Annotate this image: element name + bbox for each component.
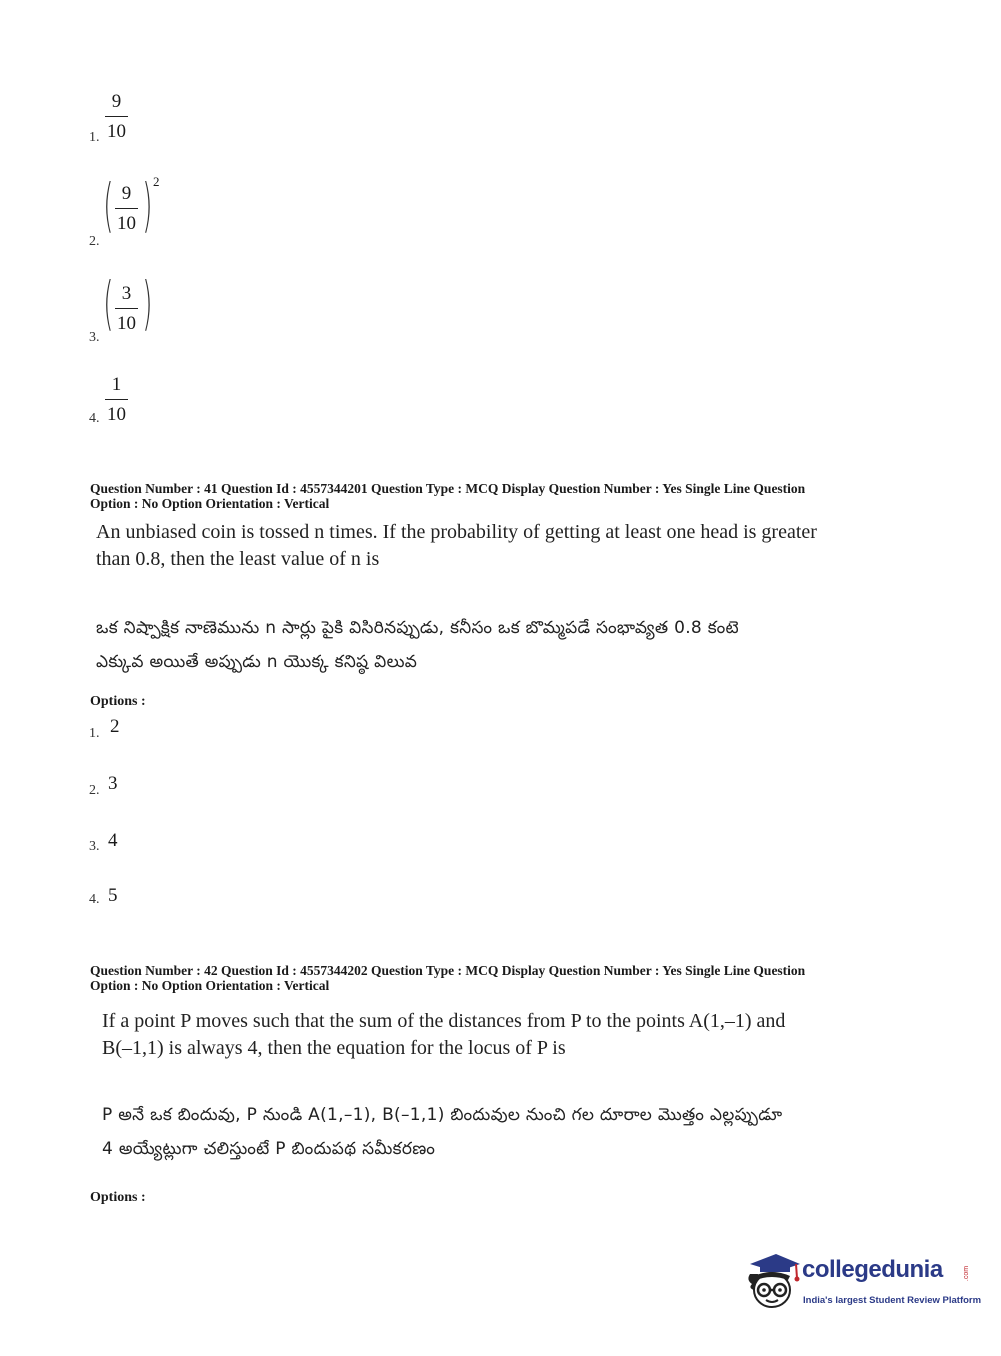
left-paren: ( — [103, 269, 114, 337]
mascot-icon — [742, 1250, 800, 1312]
option-number: 2. — [89, 783, 100, 798]
question-text-telugu — [102, 1098, 782, 1166]
denominator: 10 — [105, 399, 128, 424]
option-value: 4 — [108, 830, 118, 851]
fraction — [105, 92, 128, 141]
meta-line-1: Question Number : 41 Question Id : 4557344201 Question Type : MCQ Display Question Number : Yes Single Line Question — [90, 481, 806, 496]
question-text-english — [96, 519, 817, 573]
exponent: 2 — [153, 174, 160, 189]
fraction — [105, 375, 128, 424]
meta-line-1: Question Number : 42 Question Id : 4557344202 Question Type : MCQ Display Question Number : Yes Single Line Question — [90, 963, 806, 978]
option-number: 3. — [89, 839, 100, 854]
right-paren: ) — [142, 171, 153, 239]
numerator: 9 — [111, 91, 122, 112]
option-number: 1. — [89, 130, 100, 145]
fraction — [115, 284, 138, 333]
option-number: 4. — [89, 892, 100, 907]
numerator: 1 — [111, 374, 122, 395]
english-line-2: B(–1,1) is always 4, then the equation for the locus of P is — [102, 1037, 566, 1059]
question-text-english — [102, 1008, 785, 1062]
option-number: 3. — [89, 330, 100, 345]
options-label: Options : — [90, 694, 146, 709]
option-value: 3 — [108, 773, 118, 794]
meta-line-2: Option : No Option Orientation : Vertical — [90, 978, 330, 993]
english-line-1: If a point P moves such that the sum of the distances from P to the points A(1,–1) and — [102, 1010, 786, 1032]
denominator: 10 — [115, 208, 138, 233]
logo-tagline: India's largest Student Review Platform — [803, 1295, 982, 1306]
denominator: 10 — [105, 116, 128, 141]
option-value: 2 — [110, 716, 120, 737]
denominator: 10 — [115, 308, 138, 333]
option-value: 5 — [108, 885, 118, 906]
telugu-line-1: P అనే ఒక బిందువు, P నుండి A(1,–1), B(–1,1) బిందువుల నుంచి గల దూరాల మొత్తం ఎల్లప్పుడూ — [102, 1105, 783, 1125]
option-number: 1. — [89, 726, 100, 741]
logo-wordmark: collegedunia — [802, 1256, 943, 1283]
right-paren: ) — [142, 269, 153, 337]
telugu-line-2: ఎక్కువ అయితే అప్పుడు n యొక్క కనిష్ఠ విలువ — [96, 652, 418, 672]
option-number: 4. — [89, 411, 100, 426]
left-paren: ( — [103, 171, 114, 239]
options-label: Options : — [90, 1190, 146, 1205]
question-meta — [90, 963, 890, 993]
fraction — [115, 184, 138, 233]
question-text-telugu — [96, 611, 739, 679]
english-line-1: An unbiased coin is tossed n times. If the probability of getting at least one head is greater — [96, 521, 817, 543]
logo-domain: .com — [963, 1265, 971, 1282]
telugu-line-1: ఒక నిష్పాక్షిక నాణెమును n సార్లు పైకి విసిరినప్పుడు, కనీసం ఒక బొమ్మపడే సంభావ్యత 0.8 కంటె — [96, 618, 739, 638]
meta-line-2: Option : No Option Orientation : Vertical — [90, 496, 330, 511]
telugu-line-2: 4 అయ్యేట్లుగా చలిస్తుంటే P బిందుపథ సమీకరణం — [102, 1139, 436, 1159]
english-line-2: than 0.8, then the least value of n is — [96, 548, 380, 570]
numerator: 3 — [121, 283, 132, 304]
collegedunia-logo[interactable] — [742, 1250, 982, 1320]
numerator: 9 — [121, 183, 132, 204]
question-meta — [90, 481, 890, 511]
option-number: 2. — [89, 234, 100, 249]
